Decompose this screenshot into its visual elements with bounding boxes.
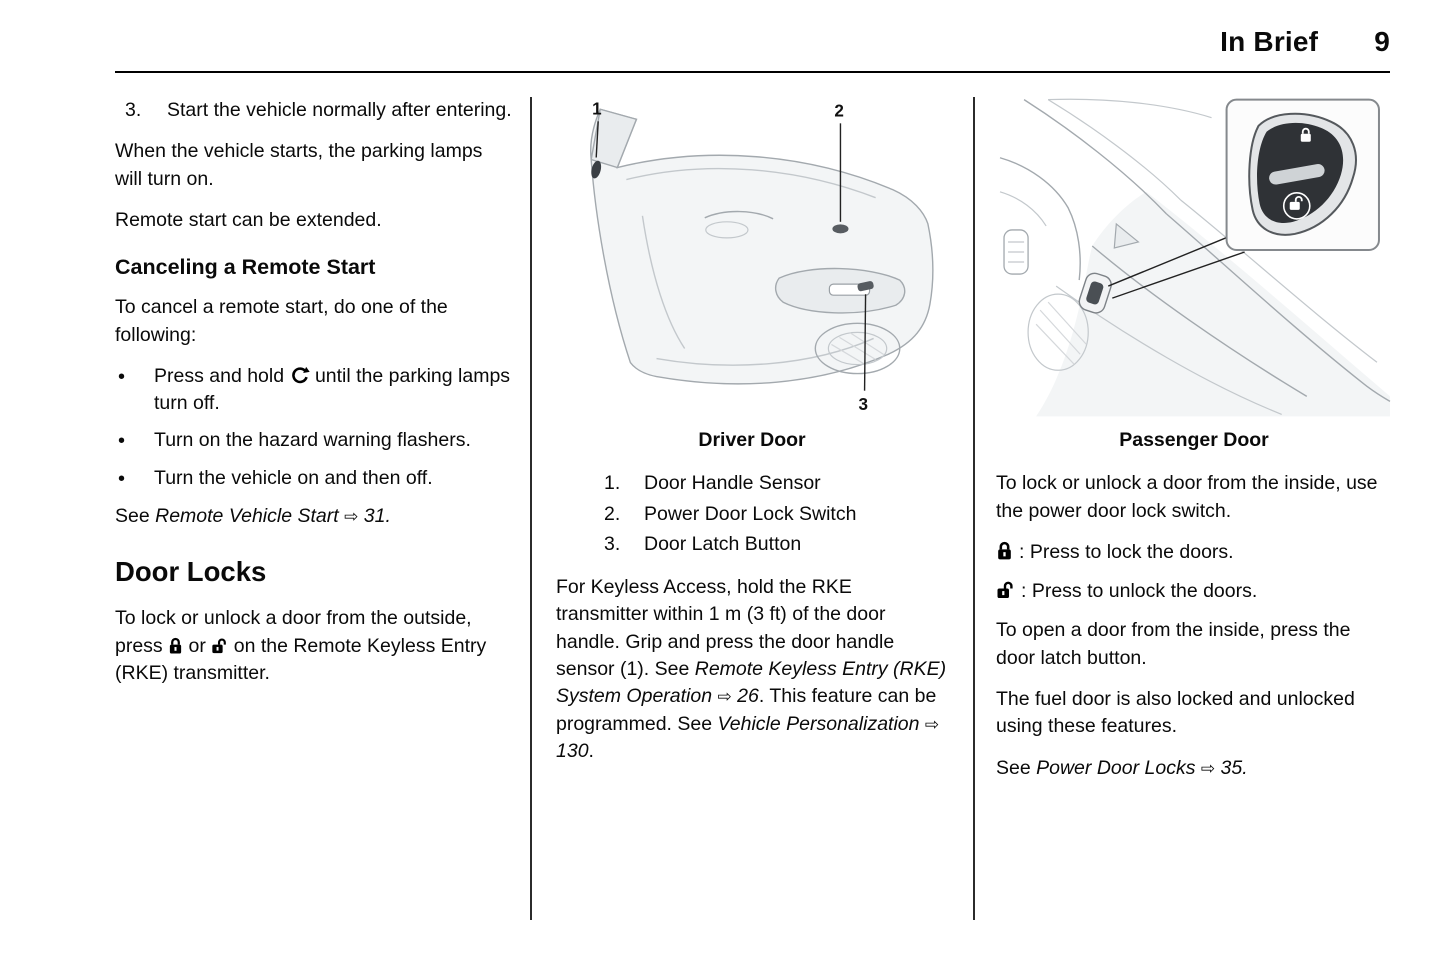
list-text: Door Handle Sensor: [644, 472, 821, 495]
paragraph-remote-extended: Remote start can be extended.: [115, 208, 382, 231]
keyless-text: .: [588, 739, 594, 762]
door-outline: [591, 109, 933, 384]
paragraph-lock-inside: To lock or unlock a door from the inside, use the power door lock switch.: [996, 472, 1378, 522]
outside-pre: To lock or unlock a door from the outside, press: [115, 607, 472, 657]
crossref-title: Remote Keyless Entry (RKE) System Operation: [556, 658, 947, 708]
passenger-door-caption: Passenger Door: [1119, 429, 1269, 451]
keyless-text: For Keyless Access, hold the RKE transmitter within 1 m (3 ft) of the door handle. Grip and press the door handle sensor (1). See: [556, 576, 895, 681]
dash-inner: [1000, 192, 1046, 226]
windshield-edge: [1048, 100, 1180, 200]
unlock-icon: [211, 637, 228, 655]
paragraph-fuel-door: The fuel door is also locked and unlocked using these features.: [996, 688, 1355, 738]
remote-start-icon: [290, 365, 310, 385]
driver-door-caption: Driver Door: [698, 429, 806, 451]
cancel-options-list: [115, 363, 512, 494]
outside-or: or: [188, 634, 206, 657]
bullet1-pre: Press and hold: [154, 364, 285, 387]
list-item: [604, 470, 948, 497]
section-title: In Brief: [1220, 26, 1319, 57]
step-text: Start the vehicle normally after entering.: [167, 99, 512, 121]
page-number: 9: [1374, 26, 1390, 57]
bullet-text: • Turn on the hazard warning flashers.: [154, 429, 471, 452]
crossref-power-door-locks: [996, 755, 1392, 782]
air-vent-slats: [1008, 242, 1024, 262]
outside-post: on the Remote Keyless Entry (RKE) transmitter.: [115, 634, 487, 684]
crossref-page: 130: [556, 739, 589, 762]
unlock-instruction-text: : Press to unlock the doors.: [1021, 580, 1258, 603]
lock-icon: [996, 541, 1013, 561]
lock-icon: [168, 637, 183, 655]
column-right: [996, 95, 1392, 796]
list-item: [115, 427, 512, 455]
crossref-title: Vehicle Personalization: [717, 712, 920, 735]
crossref-title: Power Door Locks: [1036, 756, 1196, 779]
paragraph-keyless-access: [556, 574, 948, 765]
heading-canceling-remote-start: Canceling a Remote Start: [115, 255, 376, 280]
paragraph-lock-outside: [115, 605, 512, 687]
bullet1-post: until the parking lamps turn off.: [154, 364, 511, 415]
crossref-title: Remote Vehicle Start: [155, 505, 339, 528]
column-left: [115, 95, 512, 701]
power-door-lock-switch-mark: [832, 224, 848, 233]
numbered-step-3: [125, 97, 512, 124]
crossref-page: 31.: [363, 505, 391, 528]
header-rule: [115, 71, 1390, 73]
column-divider-2: [973, 97, 975, 920]
list-item: [604, 531, 948, 558]
driver-door-figure: [556, 95, 948, 417]
list-item: [604, 501, 948, 528]
crossref-page: 26: [737, 685, 759, 708]
list-item: [115, 363, 512, 418]
callout-1-label: 1: [592, 99, 602, 119]
list-item: [115, 465, 512, 493]
paragraph-parking-lamps: When the vehicle starts, the parking lamps will turn on.: [115, 140, 483, 190]
column-middle: [556, 95, 948, 779]
lock-instruction-text: : Press to lock the doors.: [1019, 540, 1234, 563]
callout-3-label: 3: [858, 394, 869, 414]
passenger-door-figure: [996, 95, 1392, 417]
bullet-text: [154, 363, 512, 418]
crossref-page: 35.: [1220, 756, 1248, 779]
lock-instruction-row: [996, 539, 1392, 566]
crossref-arrow-icon: ⇨: [924, 714, 940, 734]
unlock-icon: [996, 580, 1015, 600]
crossref-pre: See: [115, 505, 150, 528]
list-number: 2.: [604, 502, 621, 525]
paragraph-cancel-intro: To cancel a remote start, do one of the following:: [115, 296, 448, 346]
crossref-arrow-icon: ⇨: [1200, 758, 1216, 778]
step-number: 3.: [125, 99, 142, 121]
keyless-text: . This feature can be programmed. See: [556, 685, 937, 735]
list-text: Power Door Lock Switch: [644, 502, 857, 525]
bullet-text: • Turn the vehicle on and then off.: [154, 467, 433, 490]
heading-door-locks: Door Locks: [115, 555, 267, 587]
list-text: Door Latch Button: [644, 532, 802, 555]
page-header: [115, 26, 1390, 58]
crossref-pre: See: [996, 756, 1031, 779]
crossref-remote-vehicle-start: [115, 503, 512, 530]
list-number: 3.: [604, 532, 621, 555]
list-number: 1.: [604, 472, 621, 495]
passenger-door-illustration: [996, 95, 1392, 417]
paragraph-door-latch: To open a door from the inside, press the door latch button.: [996, 619, 1351, 669]
crossref-arrow-icon: ⇨: [717, 687, 732, 707]
crossref-arrow-icon: ⇨: [344, 507, 359, 527]
driver-door-illustration: [556, 95, 948, 417]
column-divider-1: [530, 97, 532, 920]
callout-2-label: 2: [834, 101, 844, 121]
unlock-instruction-row: [996, 578, 1392, 605]
driver-door-callout-list: [604, 470, 948, 558]
